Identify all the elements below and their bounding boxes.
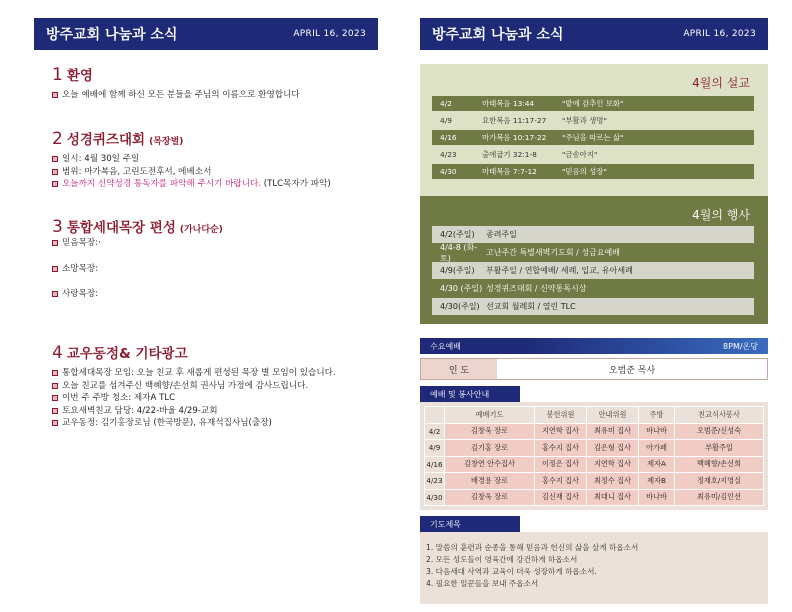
bullet-icon xyxy=(52,240,58,246)
table-row: 4/16 김창연 안수집사 이정은 집사 지연학 집사 제자A 백혜향/손선희 xyxy=(425,456,764,473)
sermon-row: 4/23 출애굽기 32:1-8 "금송아지" xyxy=(432,147,754,162)
bullet-icon xyxy=(52,420,58,426)
wednesday-value: 오범준 목사 xyxy=(608,365,656,376)
event-row: 4/4-8 (화-토) 고난주간 특별새벽기도회 / 성금요예배 xyxy=(432,244,754,261)
list-item: 오늘까지 신약성경 통독자를 파악해 주시기 바랍니다. (TLC목자가 파악) xyxy=(52,178,382,191)
list-item: 오늘 예배에 함께 하신 모든 분들을 주님의 이름으로 환영합니다 xyxy=(52,89,382,102)
service-label: 예배 및 봉사안내 xyxy=(430,389,490,399)
bullet-icon xyxy=(52,383,58,389)
section-announcements xyxy=(52,342,382,430)
wednesday-box xyxy=(420,358,768,380)
section-bible-quiz xyxy=(52,128,382,191)
section-number: 3 xyxy=(52,217,63,237)
bullet-icon xyxy=(52,395,58,401)
wednesday-time: 8PM/온당 xyxy=(723,341,758,351)
sermon-box xyxy=(420,64,768,202)
section-subtitle: (가나다순) xyxy=(179,225,223,235)
events-title: 4월의 행사 xyxy=(692,208,750,222)
table-header-row: 예배기도 봉헌위원 안내위원 주방 친교식사봉사 xyxy=(425,407,764,424)
right-page xyxy=(420,18,768,588)
right-title: 방주교회 나눔과 소식 xyxy=(432,27,564,43)
section-title: 성경퀴즈대회 xyxy=(66,132,146,148)
sermon-row: 4/16 마가복음 10:17-22 "주님을 따르는 삶" xyxy=(432,130,754,145)
prayer-bar xyxy=(420,516,520,532)
list-item: 4. 필요한 일꾼들을 보내 주옵소서 xyxy=(426,579,539,588)
table-row: 4/30 김창욱 장로 김신재 집사 최대니 집사 바나바 최유미/김인선 xyxy=(425,489,764,506)
prayer-label: 기도제목 xyxy=(430,519,461,529)
event-row: 4/9(주일) 부활주일 / 연합예배/ 세례, 입교, 유아세례 xyxy=(432,262,754,279)
section-welcome xyxy=(52,64,382,102)
bullet-icon xyxy=(52,156,58,162)
right-header xyxy=(420,18,768,50)
sermon-row: 4/2 마태복음 13:44 "밭에 감추인 보화" xyxy=(432,96,754,111)
section-title: 통합세대목장 편성 xyxy=(66,220,176,236)
event-row: 4/2(주일) 종려주일 xyxy=(432,226,754,243)
bullet-icon xyxy=(52,92,58,98)
list-item: 1. 말씀의 훈련과 순종을 통해 믿음과 헌신의 삶을 살게 하옵소서 xyxy=(426,543,639,552)
list-item: 교우동정: 김기홍장로님 (한국방문), 유재석집사님(출장) xyxy=(52,417,382,430)
prayer-list xyxy=(426,542,638,590)
wednesday-label: 수요예배 xyxy=(430,341,461,351)
event-row: 4/30 (주일) 성경퀴즈대회 / 신약통독시상 xyxy=(432,280,754,297)
highlight-text: 오늘까지 신약성경 통독자를 파악해 주시기 바랍니다. xyxy=(62,179,262,189)
section-subtitle: (목장별) xyxy=(149,137,184,147)
table-row: 4/9 김기홍 장로 홍수지 집사 김은형 집사 아가페 부활주일 xyxy=(425,440,764,457)
events-box xyxy=(420,196,768,324)
bullet-icon xyxy=(52,370,58,376)
sermon-title: 4월의 설교 xyxy=(692,76,750,90)
section-number: 2 xyxy=(52,129,63,149)
table-row: 4/2 김창욱 장로 지연학 집사 최유미 집사 바나바 오범준/신성숙 xyxy=(425,423,764,440)
list-item: 일시: 4월 30일 주일 xyxy=(52,153,382,166)
section-number: 1 xyxy=(52,65,63,85)
list-item: 3. 다음세대 사역과 교육이 더욱 성장하게 하옵소서. xyxy=(426,567,597,576)
bullet-icon xyxy=(52,181,58,187)
list-item: 토요새벽친교 담당: 4/22-바울 4/29-교회 xyxy=(52,405,382,418)
sermon-row: 4/30 마태복음 7:7-12 "믿음의 성장" xyxy=(432,164,754,179)
bullet-icon xyxy=(52,291,58,297)
left-header xyxy=(34,18,378,50)
table-row: 4/23 배경용 장로 홍수지 집사 최정수 집사 제자B 정재호/지영실 xyxy=(425,473,764,490)
list-item: 범위: 마가복음, 고린도전후서, 에베소서 xyxy=(52,166,382,179)
right-date: APRIL 16, 2023 xyxy=(683,29,756,39)
event-row: 4/30(주일) 선교회 월례회 / 열린 TLC xyxy=(432,298,754,315)
service-table xyxy=(424,406,764,506)
list-item: 통합세대목장 모임: 오늘 친교 후 새롭게 편성된 목장 별 모임이 있습니다. xyxy=(52,367,382,380)
wednesday-key: 인 도 xyxy=(421,359,497,379)
left-date: APRIL 16, 2023 xyxy=(293,29,366,39)
bullet-icon xyxy=(52,408,58,414)
list-item: 이번 주 주방 청소: 제자A TLC xyxy=(52,392,382,405)
section-number: 4 xyxy=(52,343,63,363)
list-item: 믿음목장:· xyxy=(52,237,382,250)
bullet-icon xyxy=(52,169,58,175)
left-title: 방주교회 나눔과 소식 xyxy=(46,27,178,43)
list-item: 소망목장: xyxy=(52,263,382,276)
section-title: 교우동정& 기타광고 xyxy=(66,346,188,362)
section-group-formation xyxy=(52,216,382,301)
list-item: 사랑목장: xyxy=(52,288,382,301)
service-bar xyxy=(420,386,520,402)
bullet-icon xyxy=(52,266,58,272)
wednesday-bar xyxy=(420,338,768,354)
list-item: 오늘 친교를 섬겨주신 백혜향/손선희 권사님 가정에 감사드립니다. xyxy=(52,380,382,393)
sermon-row: 4/9 요한복음 11:17-27 "부활과 생명" xyxy=(432,113,754,128)
list-item: 2. 모든 성도들이 영육간에 강건하게 하옵소서 xyxy=(426,555,578,564)
section-title: 환영 xyxy=(66,68,93,84)
left-page xyxy=(34,18,378,428)
